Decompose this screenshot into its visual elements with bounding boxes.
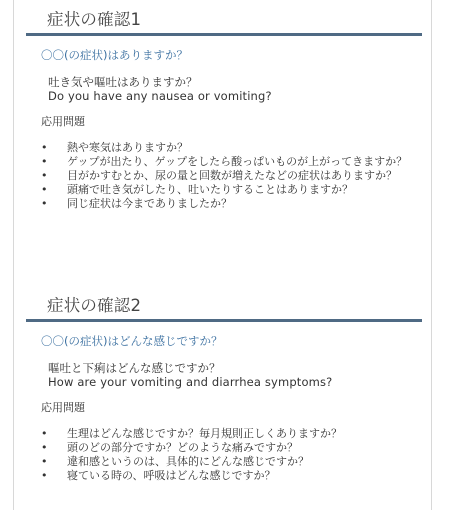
document-page — [13, 0, 432, 510]
question-pattern: 〇〇(の症状)はどんな感じですか？ — [41, 334, 223, 348]
bullet-icon: • — [41, 441, 48, 454]
bullet-icon: • — [41, 427, 48, 440]
list-item: • 生理はどんな感じですか？毎月規則正しくありますか？ — [41, 427, 342, 440]
applied-questions-label: 応用問題 — [41, 401, 85, 414]
section-heading: 症状の確認2 — [47, 296, 142, 315]
bullet-icon: • — [41, 455, 48, 468]
section-heading: 症状の確認1 — [47, 10, 142, 29]
example-block — [26, 75, 422, 103]
section-symptom-check-1 — [26, 8, 422, 211]
bullet-icon: • — [41, 183, 48, 196]
section-symptom-check-2 — [26, 294, 422, 483]
applied-questions-list — [26, 427, 422, 483]
example-english: How are your vomiting and diarrhea symptoms? — [48, 375, 333, 389]
bullet-icon: • — [41, 169, 48, 182]
list-item: • 目がかすむとか、尿の量と回数が増えたなどの症状はありますか？ — [41, 169, 397, 182]
list-item: • 頭のどの部分ですか？どのような痛みですか？ — [41, 441, 298, 454]
list-item: • 頭痛で吐き気がしたり、吐いたりすることはありますか？ — [41, 183, 353, 196]
list-item: • 熱や寒気はありますか？ — [41, 141, 188, 154]
bullet-icon: • — [41, 197, 48, 210]
example-english: Do you have any nausea or vomiting? — [48, 89, 272, 103]
example-japanese: 嘔吐と下痢はどんな感じですか？ — [48, 361, 221, 375]
question-pattern: 〇〇(の症状)はありますか？ — [41, 48, 188, 62]
applied-questions-list — [26, 141, 422, 211]
list-item: • 違和感というのは、具体的にどんな感じですか？ — [41, 455, 309, 468]
example-block — [26, 361, 422, 389]
bullet-icon: • — [41, 155, 48, 168]
bullet-icon: • — [41, 469, 48, 482]
heading-divider — [26, 33, 422, 36]
list-item: • 寝ている時の、呼吸はどんな感じですか？ — [41, 469, 276, 482]
list-item: • ゲップが出たり、ゲップをしたら酸っぱいものが上がってきますか？ — [41, 155, 408, 168]
heading-divider — [26, 319, 422, 322]
list-item: • 同じ症状は今までありましたか？ — [41, 197, 232, 210]
example-japanese: 吐き気や嘔吐はありますか？ — [48, 75, 198, 89]
applied-questions-label: 応用問題 — [41, 115, 85, 128]
bullet-icon: • — [41, 141, 48, 154]
